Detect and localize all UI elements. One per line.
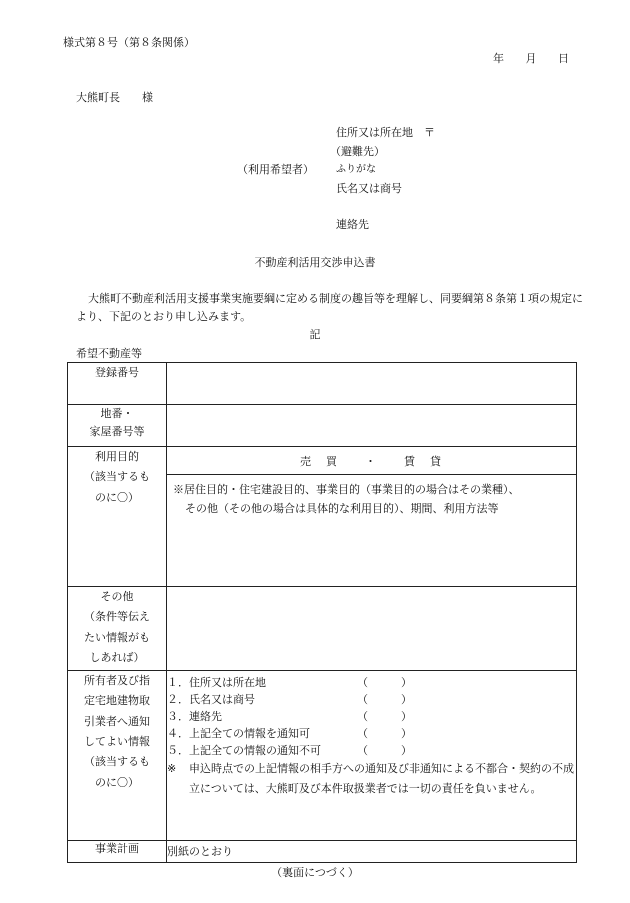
table-row [68, 447, 577, 587]
document-title: 不動産利活用交渉申込書 [254, 256, 376, 269]
owner-note [167, 759, 576, 799]
property-header: 希望不動産等 [76, 347, 142, 360]
purpose-note-2: その他（その他の場合は具体的な利用目的）、期間、利用方法等 [185, 501, 499, 515]
other-label-2: （条件等伝え [84, 610, 150, 624]
contact-label: 連絡先 [336, 218, 369, 231]
owner-options-cell [167, 671, 577, 841]
date-day: 日 [558, 52, 569, 65]
purpose-cell [167, 447, 577, 587]
continued-note: （裏面につづく） [271, 866, 359, 879]
application-table [67, 362, 577, 863]
owner-option-5[interactable]: ５．上記全ての情報の通知不可 （ ） [167, 744, 412, 758]
date-year: 年 [493, 52, 504, 65]
address-label: 住所又は所在地 〒 [336, 126, 435, 139]
applicant-role-label: （利用希望者） [237, 163, 314, 176]
owner-label-1: 所有者及び指 [84, 674, 150, 687]
purpose-note[interactable] [167, 475, 576, 524]
registration-label: 登録番号 [95, 366, 139, 379]
table-row [68, 671, 577, 841]
owner-label-5: （該当するも [84, 755, 150, 769]
owner-option-2[interactable]: ２．氏名又は商号 （ ） [167, 693, 412, 707]
lot-label-cell [68, 405, 167, 447]
furigana-label: ふりがな [336, 164, 376, 175]
table-row [68, 587, 577, 671]
registration-input[interactable] [167, 363, 577, 405]
owner-label-cell [68, 671, 167, 841]
owner-option-1[interactable]: １．住所又は所在地 （ ） [167, 676, 412, 689]
table-row [68, 363, 577, 405]
owner-option-3[interactable]: ３．連絡先 （ ） [167, 710, 412, 724]
table-row [68, 841, 577, 863]
purpose-label-cell [68, 447, 167, 587]
owner-note-text: 申込時点での上記情報の相手方への通知及び非通知による不都合・契約の不成立については、大熊町及び本件取扱業者では一切の責任を負いません。 [189, 762, 574, 796]
other-label-3: たい情報がも [84, 630, 150, 644]
purpose-options[interactable]: 売 買 ・ 賃 貸 [167, 447, 576, 475]
purpose-label-2: （該当するも [84, 470, 150, 484]
lot-label-2: 家屋番号等 [89, 424, 145, 438]
owner-label-4: してよい情報 [84, 735, 150, 749]
owner-label-3: 引業者へ通知 [84, 714, 150, 728]
owner-option-4[interactable]: ４．上記全ての情報を通知可 （ ） [167, 727, 412, 741]
date-line [493, 52, 569, 65]
other-label-4: しあれば） [89, 651, 145, 665]
other-input[interactable] [167, 587, 577, 671]
name-label: 氏名又は商号 [336, 182, 402, 195]
owner-label-6: のに〇） [95, 775, 139, 789]
plan-label-cell [68, 841, 167, 863]
purpose-label-1: 利用目的 [95, 450, 139, 463]
owner-note-mark: ※ [167, 762, 177, 776]
recipient: 大熊町長 様 [76, 91, 153, 104]
other-label-cell [68, 587, 167, 671]
evacuation-label: （避難先） [330, 145, 385, 158]
body-text: 大熊町不動産利活用支援事業実施要綱に定める制度の趣旨等を理解し、同要綱第８条第１項の規定により、下記のとおり申し込みます。 [76, 292, 583, 323]
form-number: 様式第８号（第８条関係） [63, 36, 195, 49]
purpose-label-3: のに〇） [95, 490, 139, 504]
lot-label-1: 地番・ [100, 407, 134, 420]
registration-label-cell [68, 363, 167, 405]
table-row [68, 405, 577, 447]
other-label-1: その他 [100, 590, 134, 603]
owner-label-2: 定宅地建物取 [84, 694, 150, 708]
plan-label: 事業計画 [95, 842, 139, 855]
plan-value[interactable]: 別紙のとおり [167, 841, 577, 863]
lot-input[interactable] [167, 405, 577, 447]
date-month: 月 [525, 52, 537, 65]
purpose-note-1: ※居住目的・住宅建設目的、事業目的（事業目的の場合はその業種）、 [173, 483, 520, 497]
ki-marker: 記 [309, 328, 321, 341]
